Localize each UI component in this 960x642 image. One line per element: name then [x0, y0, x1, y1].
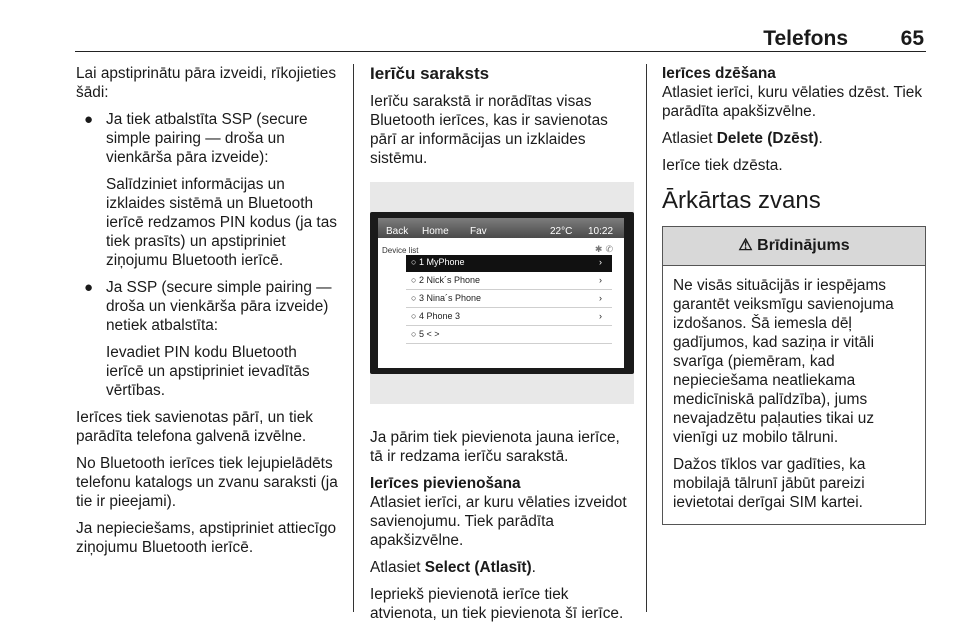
device-list-label: Device list [382, 246, 419, 255]
warning-box [662, 226, 926, 525]
page-header-title: Telefons [763, 27, 848, 50]
column-2 [370, 64, 634, 631]
device-row[interactable]: ○ 4 Phone 3 › [406, 309, 612, 326]
radio-icon: ○ [411, 275, 419, 285]
chevron-right-icon: › [599, 275, 602, 285]
warning-paragraph: Dažos tīklos var gadīties, ka mobilajā tālrunī jābūt pareizi ievietotai derīgai SIM kartei. [673, 456, 866, 511]
device-row[interactable]: ○ 3 Nina´s Phone › [406, 291, 612, 308]
radio-icon: ○ [411, 257, 419, 267]
select-instruction: Atlasiet Select (Atlasīt). [370, 559, 536, 576]
deleted-text: Ierīce tiek dzēsta. [662, 157, 783, 174]
bullet-icon: ● [84, 279, 94, 296]
screen-top-bar [378, 218, 624, 238]
warning-icon: ⚠ [738, 237, 753, 254]
bluetooth-icon: ✱ [594, 244, 606, 254]
radio-icon: ○ [411, 293, 419, 303]
temperature: 22°C [550, 226, 573, 237]
column-3 [662, 64, 926, 525]
device-list-screenshot [370, 182, 634, 404]
radio-icon: ○ [411, 329, 419, 339]
device-row[interactable]: ○ 1 MyPhone › [406, 255, 612, 272]
column-1 [76, 64, 338, 565]
bullet-ssp-not-supported [76, 278, 338, 400]
warning-header [663, 227, 925, 266]
device-list [406, 255, 612, 345]
bullet-text: Ja SSP (secure simple pairing — droša un vienkārša pāra izveide) netiek atbalstīta: [106, 279, 332, 334]
chevron-right-icon: › [599, 257, 602, 267]
select-label: Select (Atlasīt) [424, 559, 532, 576]
warning-paragraph: Ne visās situācijās ir iespējams garantēt veiksmīgu savienojuma izdošanos. Šā iemesla dēļ gadījumos, kad saziņa ir vitāli svarīga (piemēram, kad nepieciešama neatliekama medicīniskā palīdzība), jums nevajadzētu paļauties tikai uz vienīgi uz mobilo tālruni. [673, 277, 894, 446]
intro-paragraph: Lai apstiprinātu pāra izveidi, rīkojieties šādi: [76, 65, 337, 101]
phone-icon: ✆ [605, 244, 616, 254]
bullet-subtext: Ievadiet PIN kodu Bluetooth ierīcē un apstipriniet ievadītās vērtības. [106, 344, 310, 399]
chevron-right-icon: › [599, 311, 602, 321]
fav-button[interactable]: Fav [470, 226, 487, 237]
delete-device-text: Atlasiet ierīci, kuru vēlaties dzēst. Tiek parādīta apakšizvēlne. [662, 84, 923, 120]
emergency-call-heading: Ārkārtas zvans [662, 187, 821, 214]
delete-label: Delete (Dzēst) [716, 130, 819, 147]
add-device-text: Atlasiet ierīci, ar kuru vēlaties izveidot savienojumu. Tiek parādīta apakšizvēlne. [370, 494, 627, 549]
new-device-caption: Ja pārim tiek pievienota jauna ierīce, tā ir redzama ierīču sarakstā. [370, 429, 620, 465]
infotainment-display [370, 212, 634, 374]
warning-title: Brīdinājums [757, 237, 850, 254]
paragraph-paired: Ierīces tiek savienotas pārī, un tiek parādīta telefona galvenā izvēlne. [76, 409, 313, 445]
display-screen [378, 218, 624, 368]
back-button[interactable]: Back [386, 226, 409, 237]
bullet-icon: ● [84, 111, 94, 128]
device-row[interactable]: ○ 2 Nick´s Phone › [406, 273, 612, 290]
chevron-right-icon: › [599, 293, 602, 303]
bullet-subtext: Salīdziniet informācijas un izklaides sistēmā un Bluetooth ierīcē redzamos PIN kodus (ja tas tiek prasīts) un apstipriniet ziņojumu Bluetooth ierīcē. [106, 176, 337, 269]
bullet-ssp-supported [76, 110, 338, 270]
device-row[interactable]: ○ 5 < > [406, 327, 612, 344]
header-divider [75, 51, 926, 52]
column-divider [646, 64, 647, 612]
home-button[interactable]: Home [422, 226, 449, 237]
radio-icon: ○ [411, 311, 419, 321]
warning-body [663, 266, 925, 524]
page-number: 65 [900, 27, 924, 50]
clock: 10:22 [588, 226, 614, 237]
delete-device-heading: Ierīces dzēšana [662, 65, 776, 82]
page-header [0, 0, 960, 50]
paragraph-download: No Bluetooth ierīces tiek lejupielādēts telefonu katalogs un zvanu saraksti (ja tie ir pieejami). [76, 455, 338, 510]
device-list-intro: Ierīču sarakstā ir norādītas visas Bluetooth ierīces, kas ir savienotas pārī ar informācijas un izklaides sistēmu. [370, 93, 608, 167]
device-list-heading: Ierīču saraksts [370, 64, 490, 83]
previous-device-text: Iepriekš pievienotā ierīce tiek atvienota, un tiek pievienota šī ierīce. [370, 586, 624, 622]
add-device-heading: Ierīces pievienošana [370, 475, 521, 492]
paragraph-confirm: Ja nepieciešams, apstipriniet attiecīgo ziņojumu Bluetooth ierīcē. [76, 520, 337, 556]
delete-instruction: Atlasiet Delete (Dzēst). [662, 130, 823, 147]
pairing-bullet-list [76, 110, 338, 400]
column-divider [353, 64, 354, 612]
bullet-text: Ja tiek atbalstīta SSP (secure simple pairing — droša un vienkārša pāra izveide): [106, 111, 308, 166]
